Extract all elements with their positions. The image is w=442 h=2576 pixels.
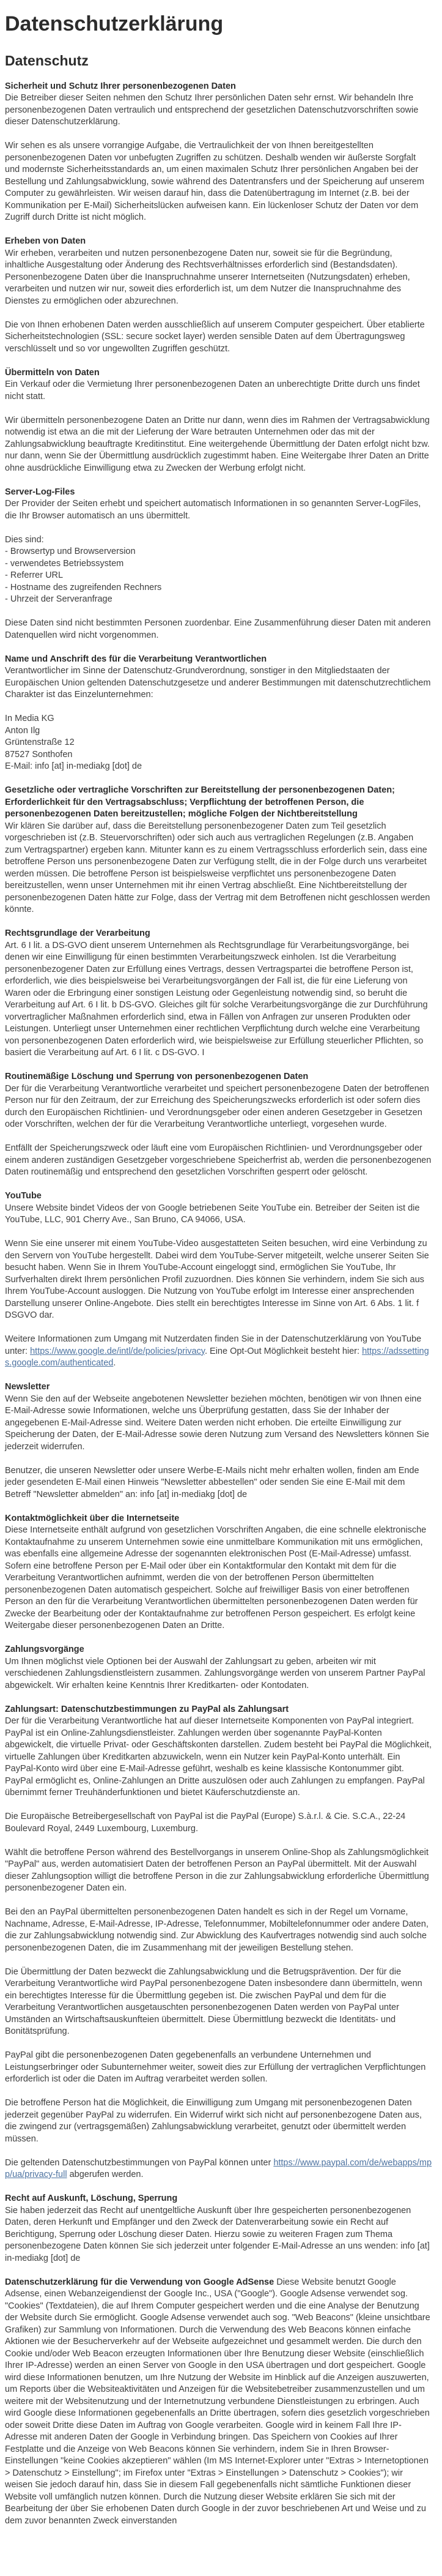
paragraph-heading: YouTube	[5, 1191, 42, 1201]
line: 87527 Sonthofen	[5, 749, 73, 760]
line: Anton Ilg	[5, 725, 40, 736]
line: - Hostname des zugreifenden Rechners	[5, 582, 162, 592]
paragraph	[5, 1238, 432, 1322]
paragraph	[5, 487, 432, 523]
line: - Uhrzeit der Serveranfrage	[5, 594, 112, 604]
paragraph-heading: Routinemäßige Löschung und Sperrung von personenbezogenen Daten	[5, 1072, 309, 1081]
paragraph-heading: Gesetzliche oder vertragliche Vorschriften zur Bereitstellung der personenbezogenen Daten; Erforderlichkeit für den Vertragsabschluss; Verpflichtung der betroffenen Person, die personenbezogenen Daten bereitzustellen; mögliche Folgen der Nichtbereitstellung	[5, 785, 395, 819]
paragraph-text: .	[113, 1358, 116, 1368]
paragraph-heading: Übermitteln von Daten	[5, 367, 100, 378]
paragraph	[5, 1906, 432, 1954]
paragraph-text: Wir erheben, verarbeiten und nutzen personenbezogene Daten nur, soweit sie für die Begründung, inhaltliche Ausgestaltung oder Änderung des Rechtsverhältnisses erforderlich sind (Bestandsdaten). Personenbezogene Daten über die Inanspruchnahme unserer Internetseiten (Nutzungsdaten) erheben, verarbeiten und nutzen wir nur, soweit dies erforderlich ist, um dem Nutzer die Inanspruchnahme des Dienstes zu ermöglichen oder abzurechnen.	[5, 248, 410, 306]
paragraph-text: . Eine Opt-Out Möglichkeit besteht hier:	[204, 1346, 363, 1356]
paragraph-heading: Newsletter	[5, 1382, 50, 1392]
paragraph	[5, 1966, 432, 2038]
paragraph-heading: Rechtsgrundlage der Verarbeitung	[5, 928, 150, 938]
paragraph	[5, 1513, 432, 1632]
paragraph-text: Art. 6 I lit. a DS-GVO dient unserem Unternehmen als Rechtsgrundlage für Verarbeitungsvorgänge, bei denen wir eine Einwilligung für einen bestimmten Verarbeitungszweck einholen. Ist die Verarbeitung personenbezogener Daten zur Erfüllung eines Vertrags, dessen Vertragspartei die betroffene Person ist, erforderlich, wie dies beispielsweise bei Verarbeitungsvorgängen der Fall ist, die für eine Lieferung von Waren oder die Erbringung einer sonstigen Leistung oder Gegenleistung notwendig sind, so beruht die Verarbeitung auf Art. 6 I lit. b DS-GVO. Gleiches gilt für solche Verarbeitungsvorgänge die zur Durchführung vorvertraglicher Maßnahmen erforderlich sind, etwa in Fällen von Anfragen zur unseren Produkten oder Leistungen. Unterliegt unser Unternehmen einer rechtlichen Verpflichtung durch welche eine Verarbeitung von personenbezogenen Daten erforderlich wird, wie beispielsweise zur Erfüllung steuerlicher Pflichten, so basiert die Verarbeitung auf Art. 6 I lit. c DS-GVO. I	[5, 940, 428, 1058]
paragraph	[5, 1644, 432, 1692]
paragraph	[5, 367, 432, 403]
paragraph	[5, 928, 432, 1059]
paragraph-text: Sie haben jederzeit das Recht auf unentgeltliche Auskunft über Ihre gespeicherten personenbezogenen Daten, deren Herkunft und Empfänger und den Zweck der Datenverarbeitung sowie ein Recht auf Berichtigung, Sperrung oder Löschung dieser Daten. Hierzu sowie zu weiteren Fragen zum Thema personenbezogene Daten können Sie sich jederzeit unter folgender E-Mail-Adresse an uns wenden: info [at] in-mediakg [dot] de	[5, 2205, 430, 2263]
line: - Referrer URL	[5, 570, 64, 580]
paragraph-text: Der für die Verarbeitung Verantwortliche hat auf dieser Internetseite Komponenten von PayPal integriert. PayPal ist ein Online-Zahlungsdienstleister. Zahlungen werden über sogenannte PayPal-Konten abgewickelt, die virtuelle Privat- oder Geschäftskonten darstellen. Zudem besteht bei PayPal die Möglichkeit, virtuelle Zahlungen über Kreditkarten abzuwickeln, wenn ein Nutzer kein PayPal-Konto unterhält. Ein PayPal-Konto wird über eine E-Mail-Adresse geführt, weshalb es keine klassische Kontonummer gibt. PayPal ermöglicht es, Online-Zahlungen an Dritte auszulösen oder auch Zahlungen zu empfangen. PayPal übernimmt ferner Treuhänderfunktionen und bietet Käuferschutzdienste an.	[5, 1716, 432, 1798]
paragraph-text: Wir klären Sie darüber auf, dass die Bereitstellung personenbezogener Daten zum Teil gesetzlich vorgeschrieben ist (z.B. Steuervorschriften) oder sich auch aus vertraglichen Regelungen (z.B. Angaben zum Vertragspartner) ergeben kann. Mitunter kann es zu einem Vertragsschluss erforderlich sein, dass eine betroffene Person uns personenbezogene Daten zur Verfügung stellt, die in der Folge durch uns verarbeitet werden müssen. Die betroffene Person ist beispielsweise verpflichtet uns personenbezogene Daten bereitzustellen, wenn unser Unternehmen mit ihr einen Vertrag abschließt. Eine Nichtbereitstellung der personenbezogenen Daten hätte zur Folge, dass der Vertrag mit dem Betroffenen nicht geschlossen werden könnte.	[5, 821, 430, 914]
paragraph-text: Benutzer, die unseren Newsletter oder unsere Werbe-E-Mails nicht mehr erhalten wollen, finden am Ende jeder gesendeten E-Mail einen Hinweis "Newsletter abbestellen" oder senden Sie eine E-Mail mit dem Betreff "Newsletter abmelden" an: info [at] in-mediakg [dot] de	[5, 1465, 419, 1499]
paragraph-text: Die geltenden Datenschutzbestimmungen von PayPal können unter	[5, 2157, 274, 2168]
line-group	[5, 713, 432, 773]
paragraph	[5, 236, 432, 307]
paragraph	[5, 2277, 432, 2528]
paragraph	[5, 1704, 432, 1799]
line: - verwendetes Betriebssystem	[5, 558, 124, 569]
paragraph	[5, 140, 432, 224]
paragraph	[5, 2097, 432, 2145]
paragraph-text: Der Provider der Seiten erhebt und speichert automatisch Informationen in so genannten Server-LogFiles, die Ihr Browser automatisch an uns übermittelt.	[5, 499, 421, 521]
paragraph-text: Wenn Sie den auf der Webseite angebotenen Newsletter beziehen möchten, benötigen wir von Ihnen eine E-Mail-Adresse sowie Informationen, welche uns Überprüfung gestatten, dass Sie der Inhaber der angegebenen E-Mail-Adresse sind. Weitere Daten werden nicht erhoben. Die erteilte Einwilligung zur Speicherung der Daten, der E-Mail-Adresse sowie deren Nutzung zum Versand des Newsletters können Sie jederzeit widerrufen.	[5, 1394, 429, 1452]
paragraph-heading: Kontaktmöglichkeit über die Internetseite	[5, 1513, 180, 1523]
paragraph-heading: Sicherheit und Schutz Ihrer personenbezogenen Daten	[5, 81, 236, 91]
paragraph-heading: Recht auf Auskunft, Löschung, Sperrung	[5, 2193, 178, 2203]
paragraph-text: Die Betreiber dieser Seiten nehmen den Schutz Ihrer persönlichen Daten sehr ernst. Wir behandeln Ihre personenbezogenen Daten vertraulich und entsprechend der gesetzlichen Datenschutzvorschriften sowie dieser Datenschutzerklärung.	[5, 93, 419, 127]
paragraph	[5, 1334, 432, 1370]
paragraph-text: Die Europäische Betreibergesellschaft von PayPal ist die PayPal (Europe) S.à.r.l. & Cie. S.C.A., 22-24 Boulevard Royal, 2449 Luxembourg, Luxemburg.	[5, 1812, 406, 1834]
paragraph-heading: Zahlungsart: Datenschutzbestimmungen zu PayPal als Zahlungsart	[5, 1704, 289, 1714]
paragraph-text: Weitere Informationen zum Umgang mit Nutzerdaten finden Sie in der Datenschutzerklärung von YouTube unter:	[5, 1334, 422, 1356]
paragraph-text: Ein Verkauf oder die Vermietung Ihrer personenbezogenen Daten an unberechtigte Dritte durch uns findet nicht statt.	[5, 379, 420, 401]
paragraph-heading: Name und Anschrift des für die Verarbeitung Verantwortlichen	[5, 654, 267, 664]
paragraph	[5, 415, 432, 475]
paragraph	[5, 618, 432, 641]
paragraph-text: Wenn Sie eine unserer mit einem YouTube-Video ausgestatteten Seiten besuchen, wird eine Verbindung zu den Servern von YouTube hergestellt. Dabei wird dem YouTube-Server mitgeteilt, welche unserer Seiten Sie besucht haben. Wenn Sie in Ihrem YouTube-Account eingeloggt sind, ermöglichen Sie YouTube, Ihr Surfverhalten direkt Ihrem persönlichen Profil zuzuordnen. Dies können Sie verhindern, indem Sie sich aus Ihrem YouTube-Account ausloggen. Die Nutzung von YouTube erfolgt im Interesse einer ansprechenden Darstellung unserer Online-Angebote. Dies stellt ein berechtigtes Interesse im Sinne von Art. 6 Abs. 1 lit. f DSGVO dar.	[5, 1239, 429, 1320]
paragraph-text: PayPal gibt die personenbezogenen Daten gegebenenfalls an verbundene Unternehmen und Leistungserbringer oder Subunternehmer weiter, soweit dies zur Erfüllung der vertraglichen Verpflichtungen erforderlich ist oder die Daten im Auftrag verarbeitet werden sollen.	[5, 2050, 426, 2084]
paragraph-text: Diese Internetseite enthält aufgrund von gesetzlichen Vorschriften Angaben, die eine schnelle elektronische Kontaktaufnahme zu unserem Unternehmen sowie eine unmittelbare Kommunikation mit uns ermöglichen, was ebenfalls eine allgemeine Adresse der sogenannten elektronischen Post (E-Mail-Adresse) umfasst. Sofern eine betroffene Person per E-Mail oder über ein Kontaktformular den Kontakt mit dem für die Verarbeitung Verantwortlichen aufnimmt, werden die von der betroffenen Person übermittelten personenbezogenen Daten automatisch gespeichert. Solche auf freiwilliger Basis von einer betroffenen Person an den für die Verarbeitung Verantwortlichen übermittelten personenbezogenen Daten werden für Zwecke der Bearbeitung oder der Kontaktaufnahme zur betroffenen Person gespeichert. Es erfolgt keine Weitergabe dieser personenbezogenen Daten an Dritte.	[5, 1525, 427, 1630]
paragraph-text: Die betroffene Person hat die Möglichkeit, die Einwilligung zum Umgang mit personenbezogenen Daten jederzeit gegenüber PayPal zu widerrufen. Ein Widerruf wirkt sich nicht auf personenbezogene Daten aus, die zwingend zur (vertragsgemäßen) Zahlungsabwicklung verarbeitet, genutzt oder übermittelt werden müssen.	[5, 2098, 422, 2144]
paragraph	[5, 1465, 432, 1501]
paragraph	[5, 2157, 432, 2181]
paragraph	[5, 1381, 432, 1453]
paragraph	[5, 1811, 432, 1835]
line: In Media KG	[5, 714, 54, 723]
line: E-Mail: info [at] in-mediakg [dot] de	[5, 761, 142, 771]
paragraph-heading: Erheben von Daten	[5, 236, 86, 246]
paragraph-text: Die von Ihnen erhobenen Daten werden ausschließlich auf unserem Computer gespeichert. Über etablierte Sicherheitstechnologien (SSL: secure socket layer) werden sensible Daten auf dem Übertragungsweg verschlüsselt und so vor ungewollten Zugriffen geschützt.	[5, 319, 425, 354]
paragraph-text: Verantwortlicher im Sinne der Datenschutz-Grundverordnung, sonstiger in den Mitgliedstaaten der Europäischen Union geltenden Datenschutzgesetze und anderer Bestimmungen mit datenschutzrechtlichem Charakter ist das Einzelunternehmen:	[5, 666, 431, 700]
paragraph-heading: Zahlungsvorgänge	[5, 1645, 84, 1654]
paragraph	[5, 81, 432, 129]
external-link[interactable]: https://www.google.de/intl/de/policies/privacy	[30, 1346, 205, 1356]
paragraph-text: Unsere Website bindet Videos der von Google betriebenen Seite YouTube ein. Betreiber der Seiten ist die YouTube, LLC, 901 Cherry Ave., San Bruno, CA 94066, USA.	[5, 1203, 420, 1225]
paragraph-text: Diese Daten sind nicht bestimmten Personen zuordenbar. Eine Zusammenführung dieser Daten mit anderen Datenquellen wird nicht vorgenommen.	[5, 618, 431, 640]
paragraph	[5, 1847, 432, 1895]
paragraph	[5, 2050, 432, 2086]
external-link[interactable]: https://adssettings.google.com/authenticated	[5, 1346, 429, 1368]
section-heading: Datenschutz	[5, 53, 89, 69]
paragraph	[5, 785, 432, 916]
paragraph-text: abgerufen werden.	[67, 2170, 144, 2179]
line: Dies sind:	[5, 534, 44, 545]
paragraph-heading: Server-Log-Files	[5, 487, 75, 497]
line-group	[5, 534, 432, 606]
paragraph	[5, 319, 432, 356]
inline-heading: Datenschutzerklärung für die Verwendung von Google AdSense	[5, 2277, 274, 2287]
paragraph	[5, 1071, 432, 1131]
paragraph-text: Bei den an PayPal übermittelten personenbezogenen Daten handelt es sich in der Regel um Vorname, Nachname, Adresse, E-Mail-Adresse, IP-Adresse, Telefonnummer, Mobiltelefonnummer oder andere Daten, die zur Zahlungsabwicklung notwendig sind. Zur Abwicklung des Kaufvertrages notwendig sind auch solche personenbezogenen Daten, die im Zusammenhang mit der jeweiligen Bestellung stehen.	[5, 1907, 429, 1953]
paragraph-text: Diese Website benutzt Google Adsense, einen Webanzeigendienst der Google Inc., USA ("Google"). Google Adsense verwendet sog. "Cookies" (Textdateien), die auf Ihrem Computer gespeichert werden und die eine Analyse der Benutzung der Website durch Sie ermöglicht. Google Adsense verwendet auch sog. "Web Beacons" (kleine unsichtbare Grafiken) zur Sammlung von Informationen. Durch die Verwendung des Web Beacons können einfache Aktionen wie der Besucherverkehr auf der Webseite aufgezeichnet und gesammelt werden. Die durch den Cookie und/oder Web Beacon erzeugten Informationen über Ihre Benutzung dieser Website (einschließlich Ihrer IP-Adresse) werden an einen Server von Google in den USA übertragen und dort gespeichert. Google wird diese Informationen benutzen, um Ihre Nutzung der Website im Hinblick auf die Anzeigen auszuwerten, um Reports über die Websiteaktivitäten und Anzeigen für die Websitebetreiber zusammenzustellen und um weitere mit der Websitenutzung und der Internetnutzung verbundene Dienstleistungen zu erbringen. Auch wird Google diese Informationen gegebenenfalls an Dritte übertragen, sofern dies gesetzlich vorgeschrieben oder soweit Dritte diese Daten im Auftrag von Google verarbeiten. Google wird in keinem Fall Ihre IP-Adresse mit anderen Daten der Google in Verbindung bringen. Das Speichern von Cookies auf Ihrer Festplatte und die Anzeige von Web Beacons können Sie verhindern, indem Sie in Ihren Browser-Einstellungen "keine Cookies akzeptieren" wählen (Im MS Internet-Explorer unter "Extras > Internetoptionen > Datenschutz > Einstellung"; im Firefox unter "Extras > Einstellungen > Datenschutz > Cookies"); wir weisen Sie jedoch darauf hin, dass Sie in diesem Fall gegebenenfalls nicht sämtliche Funktionen dieser Website voll umfänglich nutzen können. Durch die Nutzung dieser Website erklären Sie sich mit der Bearbeitung der über Sie erhobenen Daten durch Google in der zuvor beschriebenen Art und Weise und zu dem zuvor benannten Zweck einverstanden	[5, 2277, 430, 2526]
external-link[interactable]: https://www.paypal.com/de/webapps/mpp/ua/privacy-full	[5, 2157, 432, 2179]
paragraph-text: Wählt die betroffene Person während des Bestellvorgangs in unserem Online-Shop als Zahlungsmöglichkeit "PayPal" aus, werden automatisiert Daten der betroffenen Person an PayPal übermittelt. Mit der Auswahl dieser Zahlungsoption willigt die betroffene Person in die zur Zahlungsabwicklung erforderliche Übermittlung personenbezogener Daten ein.	[5, 1847, 429, 1893]
paragraph-text: Der für die Verarbeitung Verantwortliche verarbeitet und speichert personenbezogene Daten der betroffenen Person nur für den Zeitraum, der zur Erreichung des Speicherungszwecks erforderlich ist oder sofern dies durch den Europäischen Richtlinien- und Verordnungsgeber oder einen anderen Gesetzgeber in Gesetzen oder Vorschriften, welchen der für die Verarbeitung Verantwortliche unterliegt, vorgesehen wurde.	[5, 1083, 429, 1129]
line: Grüntenstraße 12	[5, 737, 75, 747]
page-title: Datenschutzerklärung	[5, 12, 224, 35]
paragraph-text: Die Übermittlung der Daten bezweckt die Zahlungsabwicklung und die Betrugsprävention. Der für die Verarbeitung Verantwortliche wird PayPal personenbezogene Daten insbesondere dann übermitteln, wenn ein berechtigtes Interesse für die Übermittlung gegeben ist. Die zwischen PayPal und dem für die Verarbeitung Verantwortlichen ausgetauschten personenbezogenen Daten werden von PayPal unter Umständen an Wirtschaftsauskunfteien übermittelt. Diese Übermittlung bezweckt die Identitäts- und Bonitätsprüfung.	[5, 1966, 422, 2036]
paragraph-text: Um Ihnen möglichst viele Optionen bei der Auswahl der Zahlungsart zu geben, arbeiten wir mit verschiedenen Zahlungsdienstleistern zusammen. Zahlungsvorgänge werden von unserem Partner PayPal abgewickelt. Wir erhalten keine Kenntnis Ihrer Kreditkarten- oder Kontodaten.	[5, 1656, 425, 1690]
paragraph	[5, 1143, 432, 1179]
paragraph	[5, 654, 432, 701]
paragraph-text: Wir sehen es als unsere vorrangige Aufgabe, die Vertraulichkeit der von Ihnen bereitgestellten personenbezogenen Daten vor unbefugten Zugriffen zu schützen. Deshalb wenden wir äußerste Sorgfalt und modernste Sicherheitsstandards an, um einen maximalen Schutz Ihrer persönlichen Angaben bei der Bestellung und Zahlungsabwicklung, sowie während des Datentransfers und der Speicherung auf unserem Computer zu gewährleisten. Wir weisen darauf hin, dass die Datenübertragung im Internet (z.B. bei der Kommunikation per E-Mail) Sicherheitslücken aufweisen kann. Ein lückenloser Schutz der Daten vor dem Zugriff durch Dritte ist nicht möglich.	[5, 141, 424, 222]
paragraph-text: Entfällt der Speicherungszweck oder läuft eine vom Europäischen Richtlinien- und Verordnungsgeber oder einem anderen zuständigen Gesetzgeber vorgeschriebene Speicherfrist ab, werden die personenbezogenen Daten routinemäßig und entsprechend den gesetzlichen Vorschriften gesperrt oder gelöscht.	[5, 1143, 432, 1177]
paragraph	[5, 1190, 432, 1226]
paragraph	[5, 2193, 432, 2264]
line: - Browsertyp und Browserversion	[5, 547, 136, 556]
paragraph-text: Wir übermitteln personenbezogene Daten an Dritte nur dann, wenn dies im Rahmen der Vertragsabwicklung notwendig ist etwa an die mit der Lieferung der Ware betrauten Unternehmen oder das mit der Zahlungsabwicklung beauftragte Kreditinstitut. Eine weitergehende Übermittlung der Daten erfolgt nicht bzw. nur dann, wenn Sie der Übermittlung ausdrücklich zugestimmt haben. Eine Weitergabe Ihrer Daten an Dritte ohne ausdrückliche Einwilligung etwa zu Zwecken der Werbung erfolgt nicht.	[5, 415, 430, 473]
